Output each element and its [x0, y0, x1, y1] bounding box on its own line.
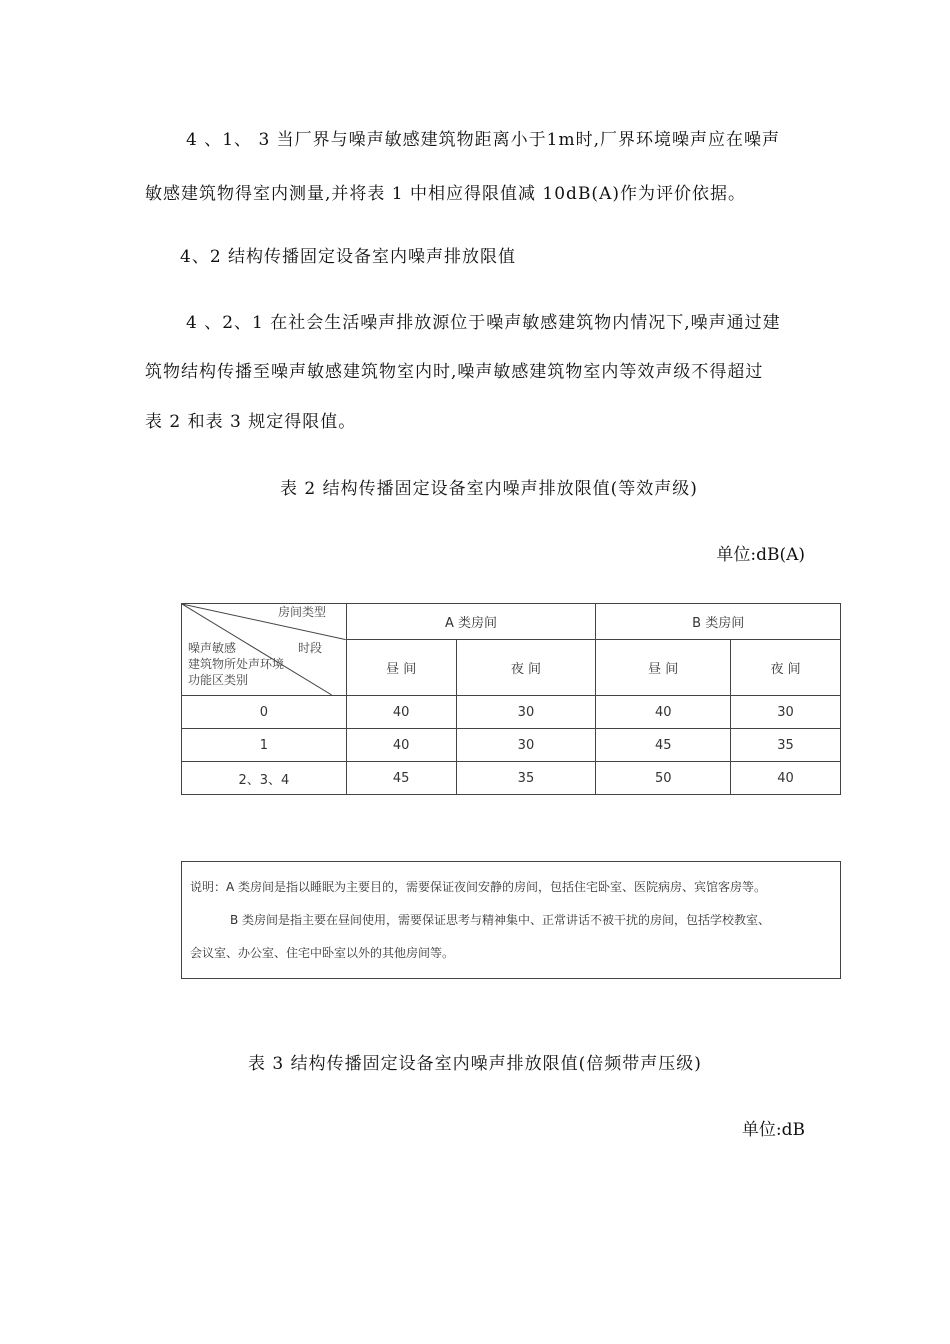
paragraph-4-2-1-line-1: 4 、2、1 在社会生活噪声排放源位于噪声敏感建筑物内情况下,噪声通过建 [186, 313, 781, 333]
cell-b-day: 50 [596, 762, 731, 795]
cell-b-night: 40 [731, 762, 841, 795]
paragraph-4-2-1-line-2: 筑物结构传播至噪声敏感建筑物室内时,噪声敏感建筑物室内等效声级不得超过 [145, 362, 764, 382]
paragraph-4-2-1-line-3: 表 2 和表 3 规定得限值。 [145, 412, 357, 432]
cell-zone: 0 [182, 696, 347, 729]
cell-b-night: 35 [731, 729, 841, 762]
cell-b-day: 40 [596, 696, 731, 729]
cell-a-night: 30 [456, 729, 596, 762]
sub-header-b-night: 夜 间 [731, 640, 841, 696]
diagonal-label-zone-category: 功能区类别 [188, 673, 249, 687]
group-header-a: A 类房间 [346, 604, 596, 640]
paragraph-4-1-3-line-1: 4 、1、 3 当厂界与噪声敏感建筑物距离小于1m时,厂界环境噪声应在噪声 [186, 130, 780, 150]
table-row [182, 696, 841, 729]
sub-header-b-day: 昼 间 [596, 640, 731, 696]
cell-a-night: 30 [456, 696, 596, 729]
sub-header-a-night: 夜 间 [456, 640, 596, 696]
group-header-b: B 类房间 [596, 604, 841, 640]
diagonal-label-period: 时段 [298, 641, 323, 655]
cell-a-day: 45 [346, 762, 456, 795]
diagonal-label-building: 建筑物所处声环境 [188, 657, 285, 671]
table-row [182, 729, 841, 762]
note-line-2: B 类房间是指主要在昼间使用，需要保证思考与精神集中、正常讲话不被干扰的房间，包括学校教室、 [230, 913, 771, 927]
table-header-diagonal-cell [182, 604, 347, 696]
table-row [182, 762, 841, 795]
cell-a-day: 40 [346, 696, 456, 729]
cell-a-day: 40 [346, 729, 456, 762]
paragraph-4-1-3-line-2: 敏感建筑物得室内测量,并将表 1 中相应得限值减 10dB(A)作为评价依据。 [145, 184, 746, 204]
cell-b-night: 30 [731, 696, 841, 729]
table-3-caption: 表 3 结构传播固定设备室内噪声排放限值(倍频带声压级) [248, 1054, 702, 1074]
cell-zone: 2、3、4 [182, 762, 347, 795]
note-line-3: 会议室、办公室、住宅中卧室以外的其他房间等。 [190, 946, 455, 960]
note-line-1: 说明：A 类房间是指以睡眠为主要目的，需要保证夜间安静的房间，包括住宅卧室、医院病房、宾馆客房等。 [190, 880, 767, 894]
diagonal-label-room-type: 房间类型 [278, 605, 327, 619]
table-3-unit: 单位:dB [741, 1120, 805, 1140]
cell-b-day: 45 [596, 729, 731, 762]
table-2-unit: 单位:dB(A) [716, 545, 805, 565]
cell-a-night: 35 [456, 762, 596, 795]
table-2-caption: 表 2 结构传播固定设备室内噪声排放限值(等效声级) [280, 479, 698, 499]
sub-header-a-day: 昼 间 [346, 640, 456, 696]
table-2 [181, 603, 841, 795]
cell-zone: 1 [182, 729, 347, 762]
table-2-note-box [181, 861, 841, 979]
diagonal-label-sensitive: 噪声敏感 [188, 641, 237, 655]
section-heading-4-2: 4、2 结构传播固定设备室内噪声排放限值 [180, 247, 517, 267]
